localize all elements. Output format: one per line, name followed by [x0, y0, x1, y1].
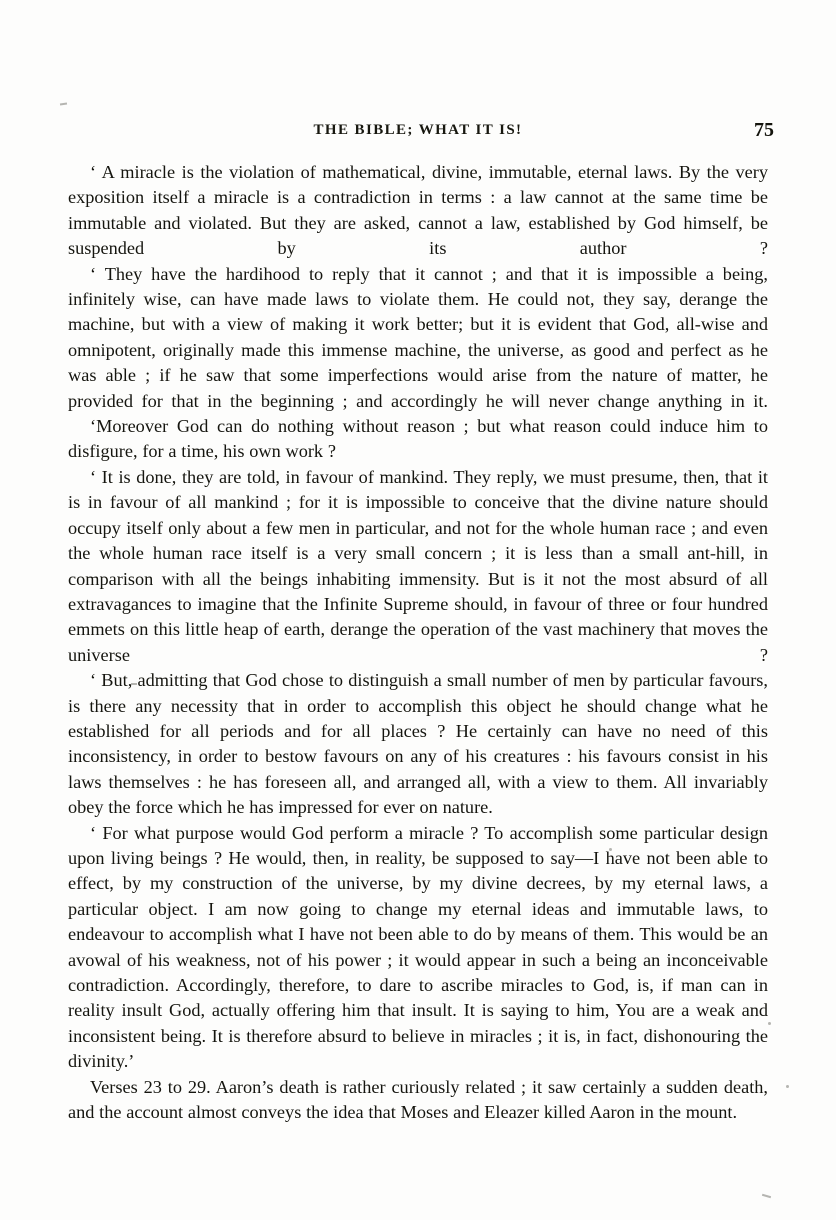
paragraph: ‘ But, admitting that God chose to distinguish a small number of men by particular favours, is there any necessity that in order to accomplish this object he should change what he established for all periods and for all places ? He certainly can have no need of this inconsistency, in order to bestow favours on any of his creatures : his favours consist in his laws themselves : he has foreseen all, and arranged all, with a view to them. All invariably obey the force which he has impressed for ever on nature.: [68, 670, 768, 818]
page-speck: [786, 1085, 789, 1088]
paragraph: ‘ A miracle is the violation of mathematical, divine, immutable, eternal laws. By the very exposition itself a miracle is a contradiction in terms : a law cannot at the same time be immutable and violated. But they are asked, cannot a law, established by God himself, be suspended by its author ?: [68, 162, 768, 259]
running-head-title: THE BIBLE; WHAT IT IS!: [313, 122, 523, 138]
running-head: [68, 119, 774, 144]
page-speck: [768, 1022, 771, 1025]
page-number: 75: [754, 119, 774, 141]
paragraph: ‘ For what purpose would God perform a miracle ? To accomplish some particular design upon living beings ? He would, then, in reality, be supposed to say—I have not been able to effect, by my construction of the universe, by my divine decrees, by my eternal laws, a particular object. I am now going to change my eternal ideas and immutable laws, to endeavour to accomplish what I have not been able to do by means of them. This would be an avowal of his weakness, not of his power ; it would appear in such a being an inconceivable contradiction. Accordingly, therefore, to dare to ascribe miracles to God, is, if man can in reality insult God, actually offering him that insult. It is saying to him, You are a weak and inconsistent being. It is therefore absurd to believe in miracles ; it is, in fact, dishonouring the divinity.’: [68, 822, 768, 1072]
paragraph: ‘ They have the hardihood to reply that it cannot ; and that it is impossible a being, infinitely wise, can have made laws to violate them. He could not, they say, derange the machine, but with a view of making it work better; but it is evident that God, all-wise and omnipotent, originally made this immense machine, the universe, as good and perfect as he was able ; if he saw that some imperfections would arise from the nature of matter, he provided for that in the beginning ; and accordingly he will never change anything in it.: [68, 263, 768, 411]
paragraph: Verses 23 to 29. Aaron’s death is rather curiously related ; it saw certainly a sudden death, and the account almost conveys the idea that Moses and Eleazer killed Aaron in the mount.: [68, 1076, 768, 1123]
page-speck: [762, 1194, 771, 1198]
body-text: [68, 160, 768, 1125]
paragraph: ‘Moreover God can do nothing without reason ; but what reason could induce him to disfigure, for a time, his own work ?: [68, 416, 768, 462]
page-speck: [60, 103, 67, 106]
paragraph: ‘ It is done, they are told, in favour of mankind. They reply, we must presume, then, that it is in favour of all mankind ; for it is impossible to conceive that the divine nature should occupy itself only about a few men in particular, and not for the whole human race ; and even the whole human race itself is a very small concern ; it is less than a small ant-hill, in comparison with all the beings inhabiting immensity. But is it not the most absurd of all extravagances to imagine that the Infinite Supreme should, in favour of three or four hundred emmets on this little heap of earth, derange the operation of the vast machinery that moves the universe ?: [68, 466, 768, 665]
